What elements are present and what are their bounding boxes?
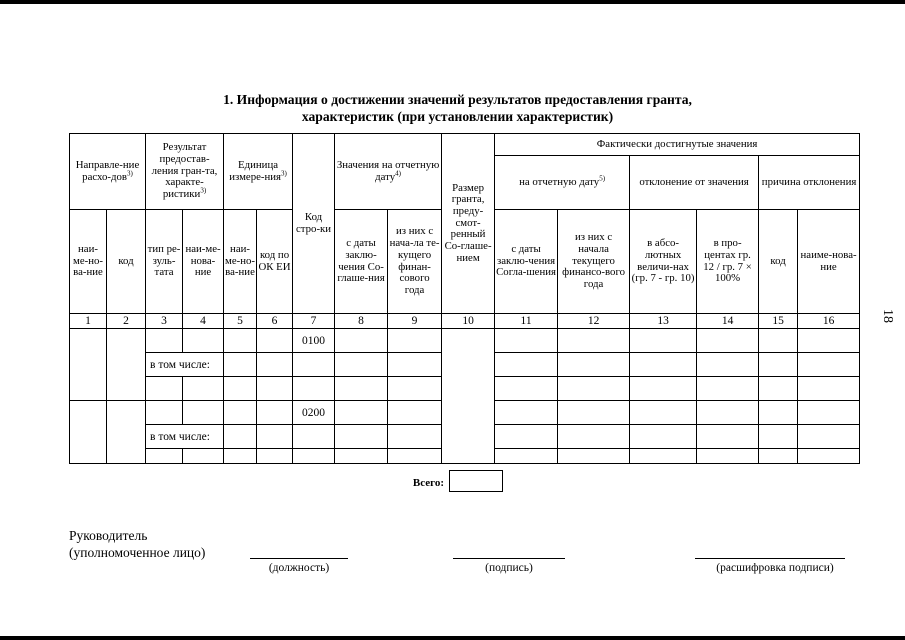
including-label: в том числе: — [146, 425, 224, 449]
column-number: 12 — [558, 314, 630, 329]
table-cell — [759, 353, 798, 377]
column-number: 14 — [697, 314, 759, 329]
position-line — [250, 558, 348, 559]
table-cell — [798, 329, 860, 353]
table-cell — [293, 377, 335, 401]
bottom-scan-border — [0, 636, 905, 640]
section-title-line1: 1. Информация о достижении значений результатов предоставления гранта, — [223, 92, 692, 107]
column-number: 5 — [224, 314, 257, 329]
header-result-name: наи-ме-нова-ние — [183, 210, 224, 314]
direction-code-cell — [107, 401, 146, 464]
table-cell — [388, 329, 442, 353]
table-row — [70, 329, 860, 353]
table-cell — [798, 377, 860, 401]
table-cell — [697, 425, 759, 449]
table-cell — [798, 449, 860, 464]
table-cell — [697, 377, 759, 401]
page-number: 18 — [880, 309, 895, 323]
table-cell — [257, 449, 293, 464]
header-deviation-percent: в про-центах гр. 12 / гр. 7 × 100% — [697, 210, 759, 314]
column-number: 11 — [495, 314, 558, 329]
table-cell — [293, 425, 335, 449]
column-number: 9 — [388, 314, 442, 329]
table-cell — [630, 329, 697, 353]
header-reason-name: наиме-нова-ние — [798, 210, 860, 314]
table-cell — [558, 401, 630, 425]
table-cell — [146, 377, 183, 401]
table-cell — [257, 329, 293, 353]
decoding-caption: (расшифровка подписи) — [716, 562, 834, 574]
header-line-code: Код стро-ки — [293, 134, 335, 314]
header-unit-okei: код по ОК ЕИ — [257, 210, 293, 314]
column-number: 7 — [293, 314, 335, 329]
header-values: Значения на отчетную дату$^{4)}$ — [335, 134, 442, 210]
table-cell — [495, 329, 558, 353]
table-cell — [183, 449, 224, 464]
position-caption: (должность) — [268, 562, 330, 574]
column-number: 6 — [257, 314, 293, 329]
top-scan-border — [0, 0, 905, 4]
results-table — [69, 133, 860, 464]
header-grant-size: Размер гранта, преду-смот-ренный Со-глаше-нием — [442, 134, 495, 314]
table-cell — [224, 425, 257, 449]
table-cell — [558, 377, 630, 401]
table-cell — [798, 353, 860, 377]
table-cell — [224, 449, 257, 464]
table-cell — [495, 353, 558, 377]
column-number: 1 — [70, 314, 107, 329]
header-unit: Единица измере-ния$^{3)}$ — [224, 134, 293, 210]
table-cell — [224, 329, 257, 353]
table-cell — [183, 401, 224, 425]
line-code-cell: 0100 — [293, 329, 335, 353]
table-cell — [146, 329, 183, 353]
section-title-line2: характеристик (при установлении характеристик) — [301, 109, 614, 124]
table-cell — [558, 449, 630, 464]
header-direction-name: наи-ме-но-ва-ние — [70, 210, 107, 314]
column-number: 4 — [183, 314, 224, 329]
header-direction: Направле-ние расхо-дов$^{3)}$ — [70, 134, 146, 210]
column-number: 2 — [107, 314, 146, 329]
table-cell — [558, 353, 630, 377]
signature-subtitle: (уполномоченное лицо) — [69, 545, 206, 560]
header-actual-date: на отчетную дату$^{5)}$ — [495, 156, 630, 210]
table-cell — [224, 353, 257, 377]
table-cell — [798, 425, 860, 449]
table-cell — [224, 377, 257, 401]
table-cell — [146, 449, 183, 464]
header-direction-code: код — [107, 210, 146, 314]
total-value-box — [449, 470, 503, 492]
table-cell — [335, 449, 388, 464]
table-cell — [388, 377, 442, 401]
table-cell — [759, 401, 798, 425]
table-cell — [630, 449, 697, 464]
header-values-from-year: из них с нача-ла те-кущего финан-сового года — [388, 210, 442, 314]
table-cell — [558, 329, 630, 353]
column-number-row — [70, 314, 860, 329]
column-number: 15 — [759, 314, 798, 329]
decoding-line — [695, 558, 845, 559]
table-cell — [759, 425, 798, 449]
total-label: Всего: — [412, 477, 444, 489]
table-cell — [697, 353, 759, 377]
header-unit-name: наи-ме-но-ва-ние — [224, 210, 257, 314]
header-deviation: отклонение от значения — [630, 156, 759, 210]
table-cell — [146, 401, 183, 425]
table-cell — [630, 401, 697, 425]
table-cell — [335, 353, 388, 377]
table-cell — [257, 401, 293, 425]
table-cell — [257, 353, 293, 377]
table-cell — [759, 449, 798, 464]
header-values-from-agreement: с даты заклю-чения Со-глаше-ния — [335, 210, 388, 314]
header-actual-values: Фактически достигнутые значения — [495, 134, 860, 156]
table-cell — [388, 449, 442, 464]
table-cell — [798, 401, 860, 425]
column-number: 13 — [630, 314, 697, 329]
direction-name-cell — [70, 401, 107, 464]
including-label: в том числе: — [146, 353, 224, 377]
table-cell — [183, 377, 224, 401]
table-cell — [335, 425, 388, 449]
column-number: 16 — [798, 314, 860, 329]
table-cell — [335, 329, 388, 353]
table-cell — [630, 377, 697, 401]
header-reason: причина отклонения — [759, 156, 860, 210]
table-cell — [335, 377, 388, 401]
table-cell — [495, 377, 558, 401]
table-cell — [558, 425, 630, 449]
table-cell — [257, 425, 293, 449]
header-result-type: тип ре-зуль-тата — [146, 210, 183, 314]
header-row-1 — [70, 134, 860, 156]
table-cell — [630, 353, 697, 377]
table-cell — [293, 449, 335, 464]
section-title — [60, 91, 855, 125]
direction-name-cell — [70, 329, 107, 401]
table-cell — [630, 425, 697, 449]
table-cell — [388, 353, 442, 377]
table-cell — [388, 425, 442, 449]
column-number: 8 — [335, 314, 388, 329]
table-cell — [495, 449, 558, 464]
table-cell — [697, 329, 759, 353]
table-cell — [257, 377, 293, 401]
table-cell — [697, 449, 759, 464]
table-cell — [759, 329, 798, 353]
signature-caption: (подпись) — [485, 562, 533, 574]
column-number: 3 — [146, 314, 183, 329]
table-cell — [388, 401, 442, 425]
table-cell — [335, 401, 388, 425]
header-actual-from-year: из них с начала текущего финансо-вого года — [558, 210, 630, 314]
column-number: 10 — [442, 314, 495, 329]
table-cell — [293, 353, 335, 377]
table-cell — [759, 377, 798, 401]
header-reason-code: код — [759, 210, 798, 314]
table-cell — [697, 401, 759, 425]
header-deviation-absolute: в абсо-лютных величи-нах (гр. 7 - гр. 10) — [630, 210, 697, 314]
grant-size-cell — [442, 329, 495, 464]
header-actual-from-agreement: с даты заклю-чения Согла-шения — [495, 210, 558, 314]
header-result: Результат предостав-ления гран-та, характе-ристики$^{3)}$ — [146, 134, 224, 210]
table-cell — [495, 401, 558, 425]
table-cell — [183, 329, 224, 353]
signature-line — [453, 558, 565, 559]
line-code-cell: 0200 — [293, 401, 335, 425]
table-cell — [495, 425, 558, 449]
signature-title: Руководитель — [69, 528, 148, 543]
direction-code-cell — [107, 329, 146, 401]
table-cell — [224, 401, 257, 425]
